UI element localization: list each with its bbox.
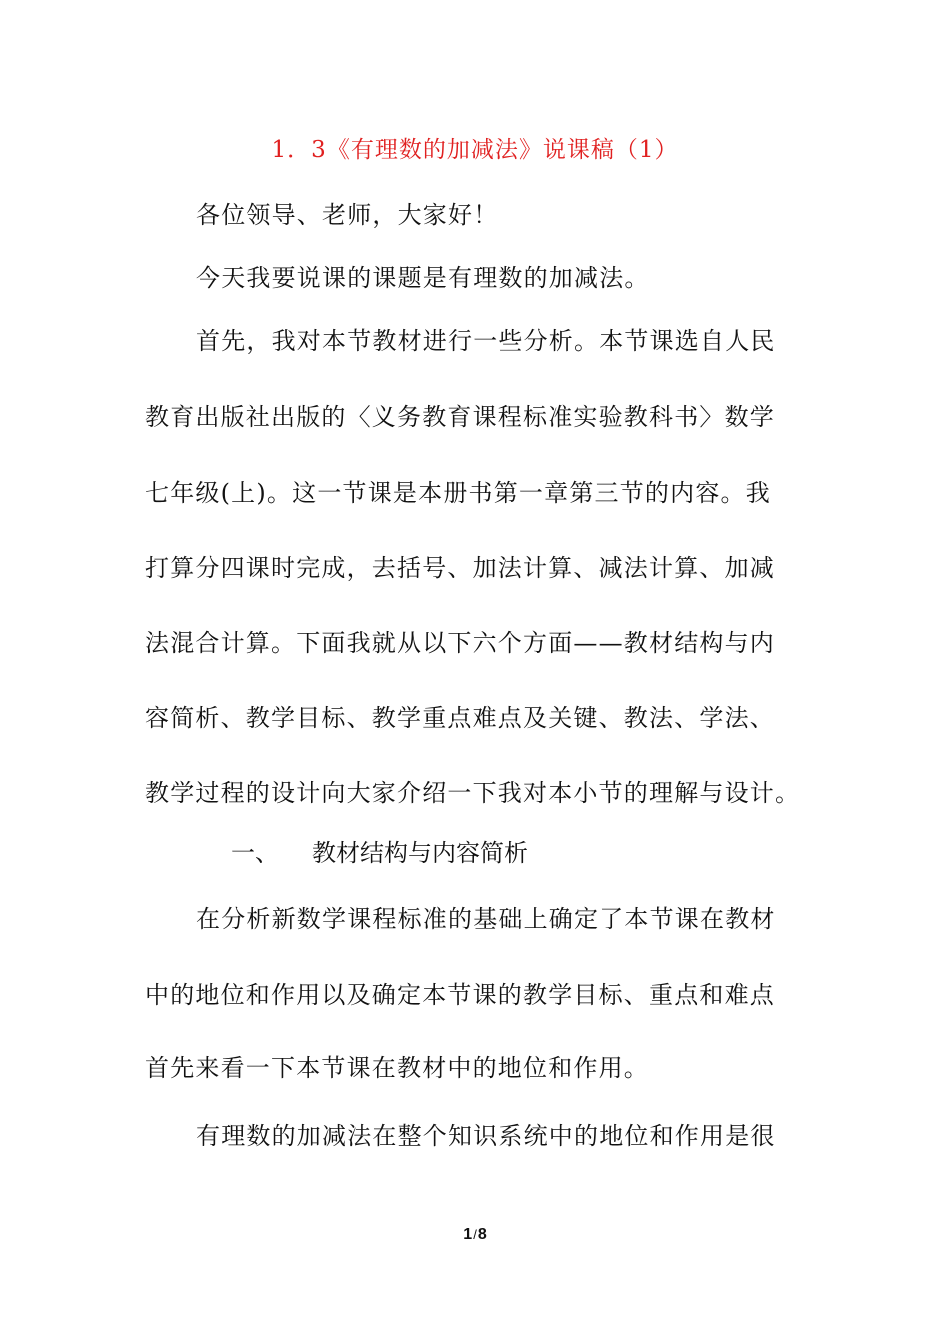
paragraph1-line-7: 教学过程的设计向大家介绍一下我对本小节的理解与设计。 [145, 779, 801, 807]
page-number [0, 1224, 950, 1246]
paragraph2-line-1: 在分析新数学课程标准的基础上确定了本节课在教材 [196, 905, 776, 933]
current-page-number: 1 [463, 1226, 473, 1243]
intro-line: 今天我要说课的课题是有理数的加减法。 [196, 264, 650, 292]
page-separator: / [473, 1227, 477, 1242]
paragraph1-line-5: 法混合计算。下面我就从以下六个方面——教材结构与内 [145, 629, 775, 657]
section-heading: 教材结构与内容简析 [312, 839, 528, 867]
total-pages-number: 8 [477, 1226, 487, 1243]
paragraph1-line-4: 打算分四课时完成，去括号、加法计算、减法计算、加减 [145, 554, 775, 582]
section-number: 一、 [231, 839, 279, 867]
paragraph2-line-3: 首先来看一下本节课在教材中的地位和作用。 [145, 1054, 649, 1082]
paragraph1-line-6: 容简析、教学目标、教学重点难点及关键、教法、学法、 [145, 704, 775, 732]
greeting-line: 各位领导、老师，大家好！ [196, 201, 499, 229]
paragraph2-line-2: 中的地位和作用以及确定本节课的教学目标、重点和难点 [145, 981, 775, 1009]
paragraph1-line-3: 七年级(上)。这一节课是本册书第一章第三节的内容。我 [145, 479, 771, 507]
paragraph3-line-1: 有理数的加减法在整个知识系统中的地位和作用是很 [196, 1122, 776, 1150]
paragraph1-line-1: 首先，我对本节教材进行一些分析。本节课选自人民 [196, 327, 776, 355]
document-title: 1．3《有理数的加减法》说课稿（1） [271, 137, 679, 163]
paragraph1-line-2: 教育出版社出版的〈义务教育课程标准实验教科书〉数学 [145, 403, 775, 431]
